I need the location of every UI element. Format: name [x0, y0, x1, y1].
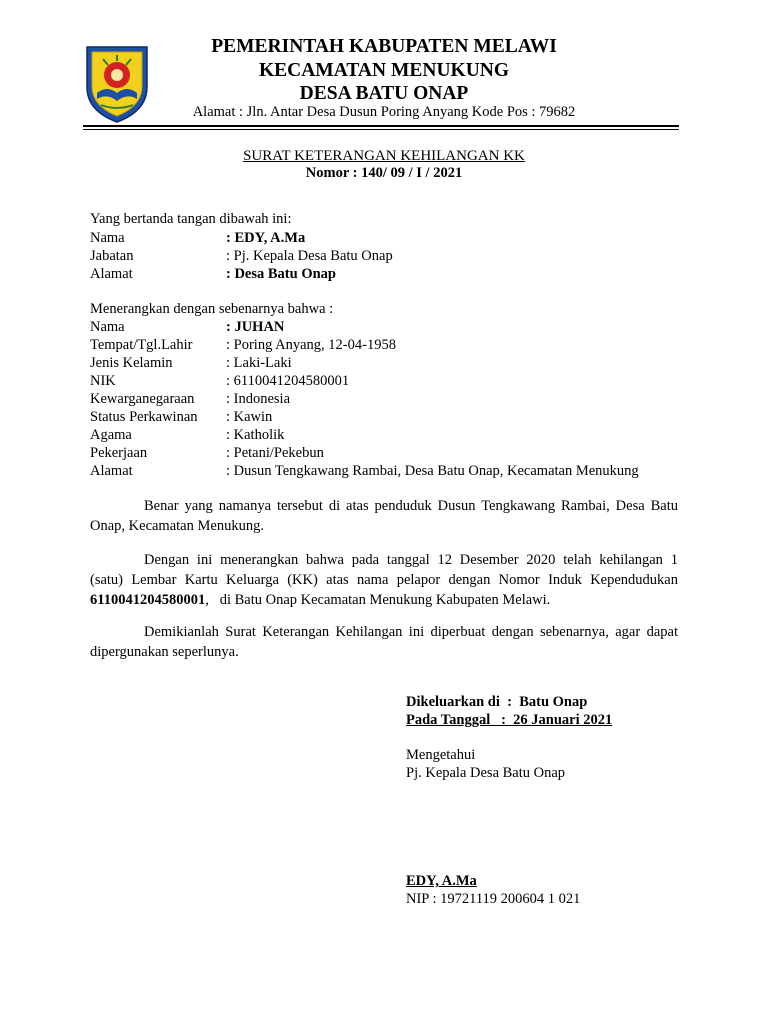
field-label: Tempat/Tgl.Lahir — [90, 337, 193, 353]
field-label: Jabatan — [90, 248, 134, 264]
subject-intro: Menerangkan dengan sebenarnya bahwa : — [90, 301, 334, 317]
field-value: : JUHAN — [226, 319, 285, 335]
paragraph-text: , di Batu Onap Kecamatan Menukung Kabupaten Melawi. — [205, 592, 551, 608]
nik-number: 6110041204580001 — [90, 592, 206, 608]
field-value: : Dusun Tengkawang Rambai, Desa Batu Onap, Kecamatan Menukung — [226, 463, 639, 479]
field-value: : Laki-Laki — [226, 355, 292, 371]
paragraph-text: Dengan ini menerangkan bahwa pada tanggal 12 Desember 2020 telah kehilangan 1 — [144, 552, 678, 568]
field-value: : EDY, A.Ma — [226, 230, 306, 246]
acknowledged-label: Mengetahui — [406, 747, 476, 763]
field-value: : 6110041204580001 — [226, 373, 350, 389]
header-divider-thin — [83, 129, 679, 130]
field-label: Agama — [90, 427, 132, 443]
paragraph-text: (satu) Lembar Kartu Keluarga (KK) atas nama pelapor dengan Nomor Induk Kependudukan — [90, 572, 678, 588]
issued-date: Pada Tanggal : 26 Januari 2021 — [406, 712, 613, 728]
field-label: Nama — [90, 319, 125, 335]
header-government: PEMERINTAH KABUPATEN MELAWI — [211, 36, 557, 57]
document-number: Nomor : 140/ 09 / I / 2021 — [305, 165, 463, 181]
paragraph-text: dipergunakan seperlunya. — [90, 644, 239, 660]
field-value: : Kawin — [226, 409, 273, 425]
paragraph-text: Benar yang namanya tersebut di atas penduduk Dusun Tengkawang Rambai, Desa Batu — [144, 498, 678, 514]
field-label: Pekerjaan — [90, 445, 148, 461]
issued-at: Dikeluarkan di : Batu Onap — [406, 694, 588, 710]
paragraph-text: Demikianlah Surat Keterangan Kehilangan ini diperbuat dengan sebenarnya, agar dapat — [144, 624, 678, 640]
field-label: NIK — [90, 373, 116, 389]
signer-nip: NIP : 19721119 200604 1 021 — [406, 891, 581, 907]
field-label: Alamat — [90, 266, 133, 282]
field-value: : Indonesia — [226, 391, 291, 407]
field-label: Status Perkawinan — [90, 409, 198, 425]
header-district: KECAMATAN MENUKUNG — [258, 60, 510, 81]
signer-position: Pj. Kepala Desa Batu Onap — [406, 765, 566, 781]
field-value: : Pj. Kepala Desa Batu Onap — [226, 248, 393, 264]
header-address: Alamat : Jln. Antar Desa Dusun Poring Anyang Kode Pos : 79682 — [192, 104, 576, 120]
paragraph-closing — [90, 622, 678, 662]
header-village: DESA BATU ONAP — [299, 83, 469, 104]
field-label: Kewarganegaraan — [90, 391, 195, 407]
paragraph-loss-statement — [90, 550, 678, 610]
field-label: Alamat — [90, 463, 133, 479]
field-value: : Poring Anyang, 12-04-1958 — [226, 337, 396, 353]
regency-coat-of-arms-icon — [83, 41, 151, 124]
field-label: Jenis Kelamin — [90, 355, 173, 371]
signer-name: EDY, A.Ma — [406, 873, 477, 889]
document-title: SURAT KETERANGAN KEHILANGAN KK — [243, 148, 525, 164]
field-value: : Katholik — [226, 427, 285, 443]
field-value: : Petani/Pekebun — [226, 445, 324, 461]
field-label: Nama — [90, 230, 125, 246]
header-divider-thick — [83, 125, 679, 127]
field-value: : Desa Batu Onap — [226, 266, 336, 282]
signer-intro: Yang bertanda tangan dibawah ini: — [90, 211, 292, 227]
paragraph-residence — [90, 496, 678, 536]
paragraph-text: Onap, Kecamatan Menukung. — [90, 518, 264, 534]
